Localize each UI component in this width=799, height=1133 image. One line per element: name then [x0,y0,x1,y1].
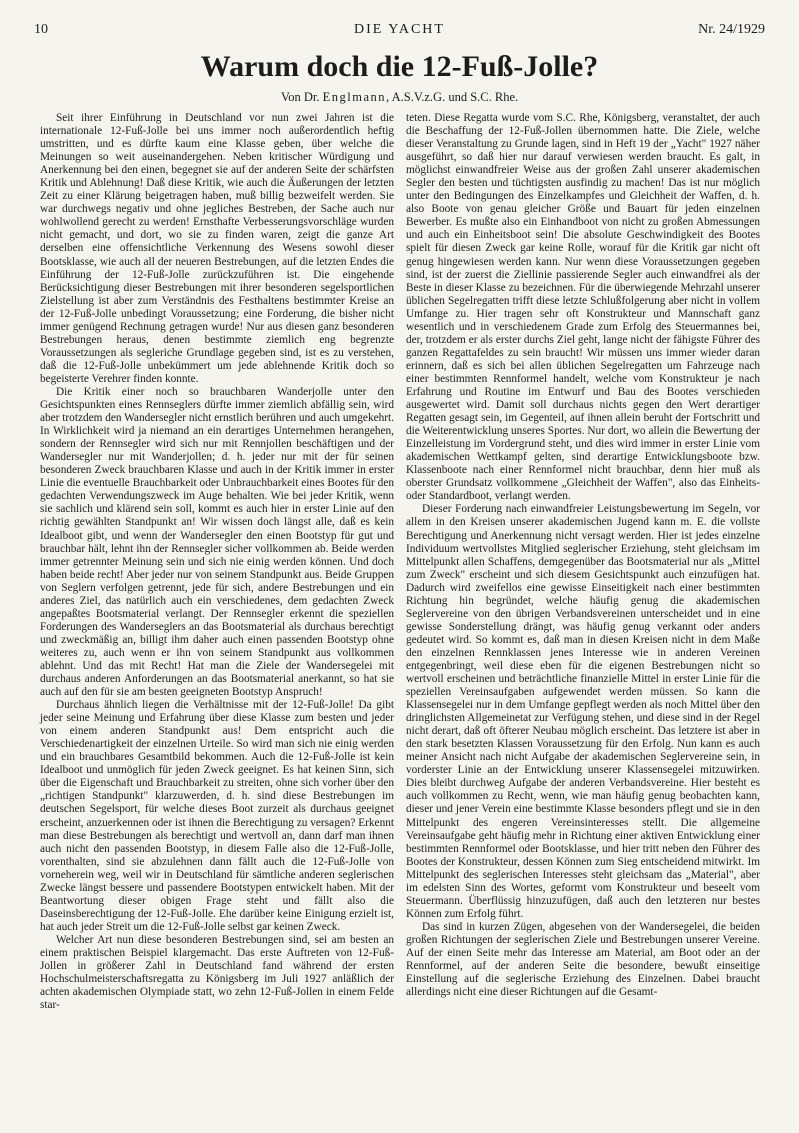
issue-number: Nr. 24/1929 [698,22,765,37]
article-title: Warum doch die 12-Fuß-Jolle? [200,50,599,83]
right-column [406,112,760,999]
paragraph: Durchaus ähnlich liegen die Verhältnisse mit der 12-Fuß-Jolle! Da gibt jeder seine Meinung und Erfahrung über diese Klasse zum besten und jeder von einem anderen Standpunkt aus! Dem entspricht auch die Verschiedenartigkeit der einzelnen Urteile. So wird man sich nie einig werden und ein brauchbares Gesamtbild bekommen. Auch die 12-Fuß-Jolle ist kein Idealboot und unmöglich für jeden Zweck geeignet. Es hat keinen Sinn, sich über die Eigenschaft und Brauchbarkeit zu streiten, ohne sich vorher über den „richtigen Standpunkt" klarzuwerden, d. h. sind diese Bestrebungen im deutschen Segelsport, für welche dieses Boot zurzeit als durchaus geeignet erscheint, anzuerkennen oder ist ihnen die Berechtigung zu versagen? Erkennt man diese Bestrebungen als berechtigt und wertvoll an, dann darf man ihnen auch nicht den passenden Bootstyp, in diesem Falle also die 12-Fuß-Jolle, vorenthalten, sind sie abzulehnen dann fällt auch die 12-Fuß-Jolle von vorneherein weg, weil wir in Deutschland für sämtliche anderen seglerischen Zwecke längst bessere und passendere Bootstypen entwickelt haben. Mit der Beantwortung dieser obigen Frage steht und fällt also die Daseinsberechtigung der 12-Fuß-Jolle. Ehe darüber keine Einigung erzielt ist, hat auch jeder Streit um die 12-Fuß-Jolle selbst gar keinen Zweck. [40,699,394,933]
byline-suffix: , A.S.V.z.G. und S.C. Rhe. [386,90,519,104]
byline-prefix: Von Dr. [280,90,320,104]
byline-author: Englmann [322,90,387,104]
paragraph: Die Kritik einer noch so brauchbaren Wanderjolle unter den Gesichtspunkten eines Rennseglers dürfte immer ziemlich abfällig sein, wird aber trotzdem den Wandersegler nicht ernstlich berühren und auch umgekehrt. In Wirklichkeit wird ja niemand an ein derartiges Unternehmen herangehen, sondern der Rennsegler wird sich nur mit Rennjollen beschäftigen und der Wandersegler nur mit Wanderjollen; d. h. jeder nur mit der für seinen besonderen Zweck brauchbaren Klasse und auch in der Kritik immer in erster Linie die eventuelle Brauchbarkeit oder Unbrauchbarkeit eines Bootes für den gedachten Verwendungszweck im Auge behalten. Wie bei jeder Kritik, wenn sie sachlich und klärend sein soll, kommt es auch hier in erster Linie auf den richtig gewählten Standpunkt an! Wir wissen doch längst alle, daß es kein Idealboot gibt, und wenn der Wandersegler den einen Bootstyp für gut und brauchbar hält, lehnt ihn der Rennsegler sicher vollkommen ab. Beide werden immer getrennter Meinung sein und sich nie einig werden können. Und doch haben beide recht! Aber jeder nur von seinem Standpunkt aus. Beide Gruppen von Seglern verfolgen getrennt, jede für sich, andere Bestrebungen und ein anderes Ziel, das natürlich auch ein verschiedenes, dem gedachten Zweck angepaßtes Bootsmaterial verlangt. Der Rennsegler erkennt die speziellen Forderungen des Wanderseglers an das Bootsmaterial als durchaus berechtigt und zweckmäßig an, billigt ihm daher auch einen passenden Bootstyp ohne weiteres zu, auch wenn er ihn von seinem Standpunkt aus vollkommen ablehnt. Und das mit Recht! Hat man die Ziele der Wandersegelei mit durchaus anderen Anforderungen an das Bootsmaterial anerkannt, so hat sie auch auf den für sie am besten geeigneten Bootstyp Anspruch! [40,385,394,699]
left-column [40,112,394,1012]
paragraph: Welcher Art nun diese besonderen Bestrebungen sind, sei am besten an einem praktischen Beispiel klargemacht. Das erste Auftreten von 12-Fuß-Jollen in größerer Zahl in Deutschland fand während der ersten Hochschulmeisterschaftsregatta zu Königsberg im Juli 1927 anläßlich der achten akademischen Olympiade statt, wo zehn 12-Fuß-Jollen in einem Felde star- [40,933,394,1012]
paragraph: Das sind in kurzen Zügen, abgesehen von der Wandersegelei, die beiden großen Richtungen der seglerischen Ziele und Bestrebungen unserer Vereine. Auf der einen Seite mehr das Interesse am Material, am Boot oder an der Rennformel, auf der anderen Seite die besondere, bewußt einseitige Einstellung auf die seglerische Erziehung des Einzelnen. Dabei braucht allerdings nicht eine dieser Richtungen auf die Gesamt- [406,920,760,999]
magazine-name: DIE YACHT [354,22,445,37]
running-head [34,22,765,38]
paragraph: Dieser Forderung nach einwandfreier Leistungsbewertung im Segeln, vor allem in den Kreisen unserer akademischen Jugend kann m. E. die vollste Berechtigung und Anerkennung nicht versagt werden. Hier ist jedes einzelne Individuum wertvollstes Mitglied seglerischer Erziehung, steht gleichsam im Mittelpunkt allen Schaffens, demgegenüber das Bootsmaterial nur als „Mittel zum Zweck" erscheint und sich diesem Gesichtspunkt auch einzufügen hat. Dadurch wird zweifellos eine gewisse Einseitigkeit nach einer bestimmten Richtung hin begründet, welche häufig genug die akademischen Seglervereine von den übrigen Verbandsvereinen unterscheidet und in eine gewisse Sonderstellung drängt, was häufig genug verkannt oder anders gedeutet wird. So kommt es, daß man in diesen Kreisen nicht in dem Maße den einzelnen Rennklassen jenes Interesse wie in anderen Vereinen entgegenbringt, weil diese eben für die eigenen Bestrebungen nicht so wertvoll erscheinen und beträchtliche finanzielle Mittel in erster Linie für die speziellen Vereinsaufgaben aufgewendet werden müssen. So kann die Klassensegelei nur in dem Umfange gepflegt werden als noch Mittel über den dringlichsten Allgemeinetat zur Verfügung stehen, und diese sind in der Regel nicht derart, daß oft öfterer Neubau möglich erscheint. Das letztere ist aber in den stark besetzten Klassen Voraussetzung für den Erfolg. Nun kann es auch meiner Ansicht nach nicht Aufgabe der akademischen Seglervereine sein, in vorderster Linie an der Entwicklung unserer Klassensegelei mitzuwirken. Dies bleibt durchweg Aufgabe der anderen Verbandsvereine. Hier besteht es auch vollkommen zu Recht, wenn, wie man häufig genug beobachten kann, dieser und jener Verein eine bestimmte Klasse besonders pflegt und sie in den Mittelpunkt des engeren Vereinsinteresses stellt. Die allgemeine Vereinsaufgabe geht häufig mehr in Richtung einer aktiven Entwicklung einer bestimmten Rennformel oder Bootsklasse, und hier tritt neben den Führer des Bootes der Konstrukteur, dessen Können zum Sieg entscheidend mitwirkt. Im Mittelpunkt des seglerischen Interesses steht gleichsam das „Material", aber im edelsten Sinn des Wortes, geformt vom Konstrukteur und beseelt vom Steuermann. Überflüssig hinzuzufügen, daß auch den letzteren nur bestes Können zum Erfolg führt. [406,503,760,920]
paragraph: teten. Diese Regatta wurde vom S.C. Rhe, Königsberg, veranstaltet, der auch die Beschaffung der 12-Fuß-Jollen übernommen hatte. Die Ziele, welche dieser Veranstaltung zu Grunde lagen, sind in Heft 19 der „Yacht" 1927 näher ausgeführt, so daß hier nur darauf verwiesen werden braucht. Es galt, in möglichst einwandfreier Weise aus der großen Zahl unserer akademischen Segler den besten und tüchtigsten ausfindig zu machen! Das ist nur möglich unter den Bedingungen des Einzelkampfes und Gleichheit der Waffen, d. h. also Boote von genau gleicher Größe und Bauart für jeden einzelnen Bewerber. Es mußte also ein Einhandboot von nicht zu großen Abmessungen und auch ein Einheitsboot sein! Die absolute Geschwindigkeit des Bootes spielt für diesen Zweck gar keine Rolle, worauf für die Kritik gar nicht oft genug hingewiesen werden kann. Nur wenn diese Voraussetzungen gegeben sind, ist der zuerst die Ziellinie passierende Segler auch einwandfrei als der Beste in dieser Klasse zu bezeichnen. Für die überwiegende Mehrzahl unserer üblichen Segelregatten trifft diese letzte Schlußfolgerung aber nicht in vollem Umfange zu. Hier tragen sehr oft Konstrukteur und Mannschaft ganz wesentlich und in verschiedenem Grade zum Erfolg des Steuermannes bei, der, trotzdem er als erster durchs Ziel geht, lange nicht der fähigste Führer des ganzen Regattafeldes zu sein braucht! Wir müssen uns immer wieder daran erinnern, daß es sich bei allen üblichen Segelregatten um Fahrzeuge nach einer bestimmten Rennformel handelt, welche vom Konstrukteur je nach Erfahrung und Routine im Entwurf und Bau des Bootes verschieden ausgewertet wird. Damit soll durchaus nichts gegen den Wert derartiger Regatten gesagt sein, im Gegenteil, auf ihnen allein beruht der Fortschritt und die Weiterentwicklung unseres Sportes. Nur dort, wo allein die Bewertung der Einzelleistung im Vordergrund steht, und dies wird immer in erster Linie vom akademischen Wettkampf gelten, sind derartige Entwicklungsboote bzw. Klassenboote nach einer Rennformel nicht brauchbar, denn hier muß als oberster Grundsatz vollkommene „Gleichheit der Waffen", also das Einheits- oder Standardboot, verlangt werden. [406,112,760,503]
paragraph: Seit ihrer Einführung in Deutschland vor nun zwei Jahren ist die internationale 12-Fuß-Jolle bei uns immer noch außerordentlich heftig umstritten, und es dürfte kaum eine Klasse geben, über welche die Meinungen so weit auseinandergehen. Neben kritischer Würdigung und Anerkennung bei den einen, begegnet sie auf der anderen Seite der schärfsten Kritik und Ablehnung! Daß diese Kritik, wie auch die Äußerungen der letzten Zeit zu einer Klärung beigetragen haben, muß billig bezweifelt werden. Sie war durchwegs negativ und ohne jegliches Bestreben, der Sache auch nur wohlwollend gerecht zu werden! Ernsthafte Verbesserungsvorschläge wurden nicht gemacht, und dort, wo sie zu finden waren, zeigt die ganze Art derselben eine offensichtliche Verkennung des Wesens sowohl dieser Bootsklasse, wie auch all der neueren Bestrebungen, auf die letzten Endes die Einführung der 12-Fuß-Jolle zurückzuführen ist. Die eingehende Berücksichtigung dieser Bestrebungen mit ihrer besonderen segelsportlichen Zielstellung ist aber zum Verständnis des Festhaltens bestimmter Kreise an der 12-Fuß-Jolle unbedingt Voraussetzung; eine Forderung, die bisher nicht immer genügend Rechnung getragen wurde! Nur aus diesen ganz besonderen Bestrebungen heraus, denen bestimmte ziemlich eng begrenzte Voraussetzungen als segleriche Grundlage gegeben sind, ist es zu verstehen, daß die 12-Fuß-Jolle unbekümmert um jede ablehnende Kritik doch so begeisterte Verehrer finden konnte. [40,112,394,385]
article-byline [0,90,799,105]
page-number: 10 [34,22,48,37]
